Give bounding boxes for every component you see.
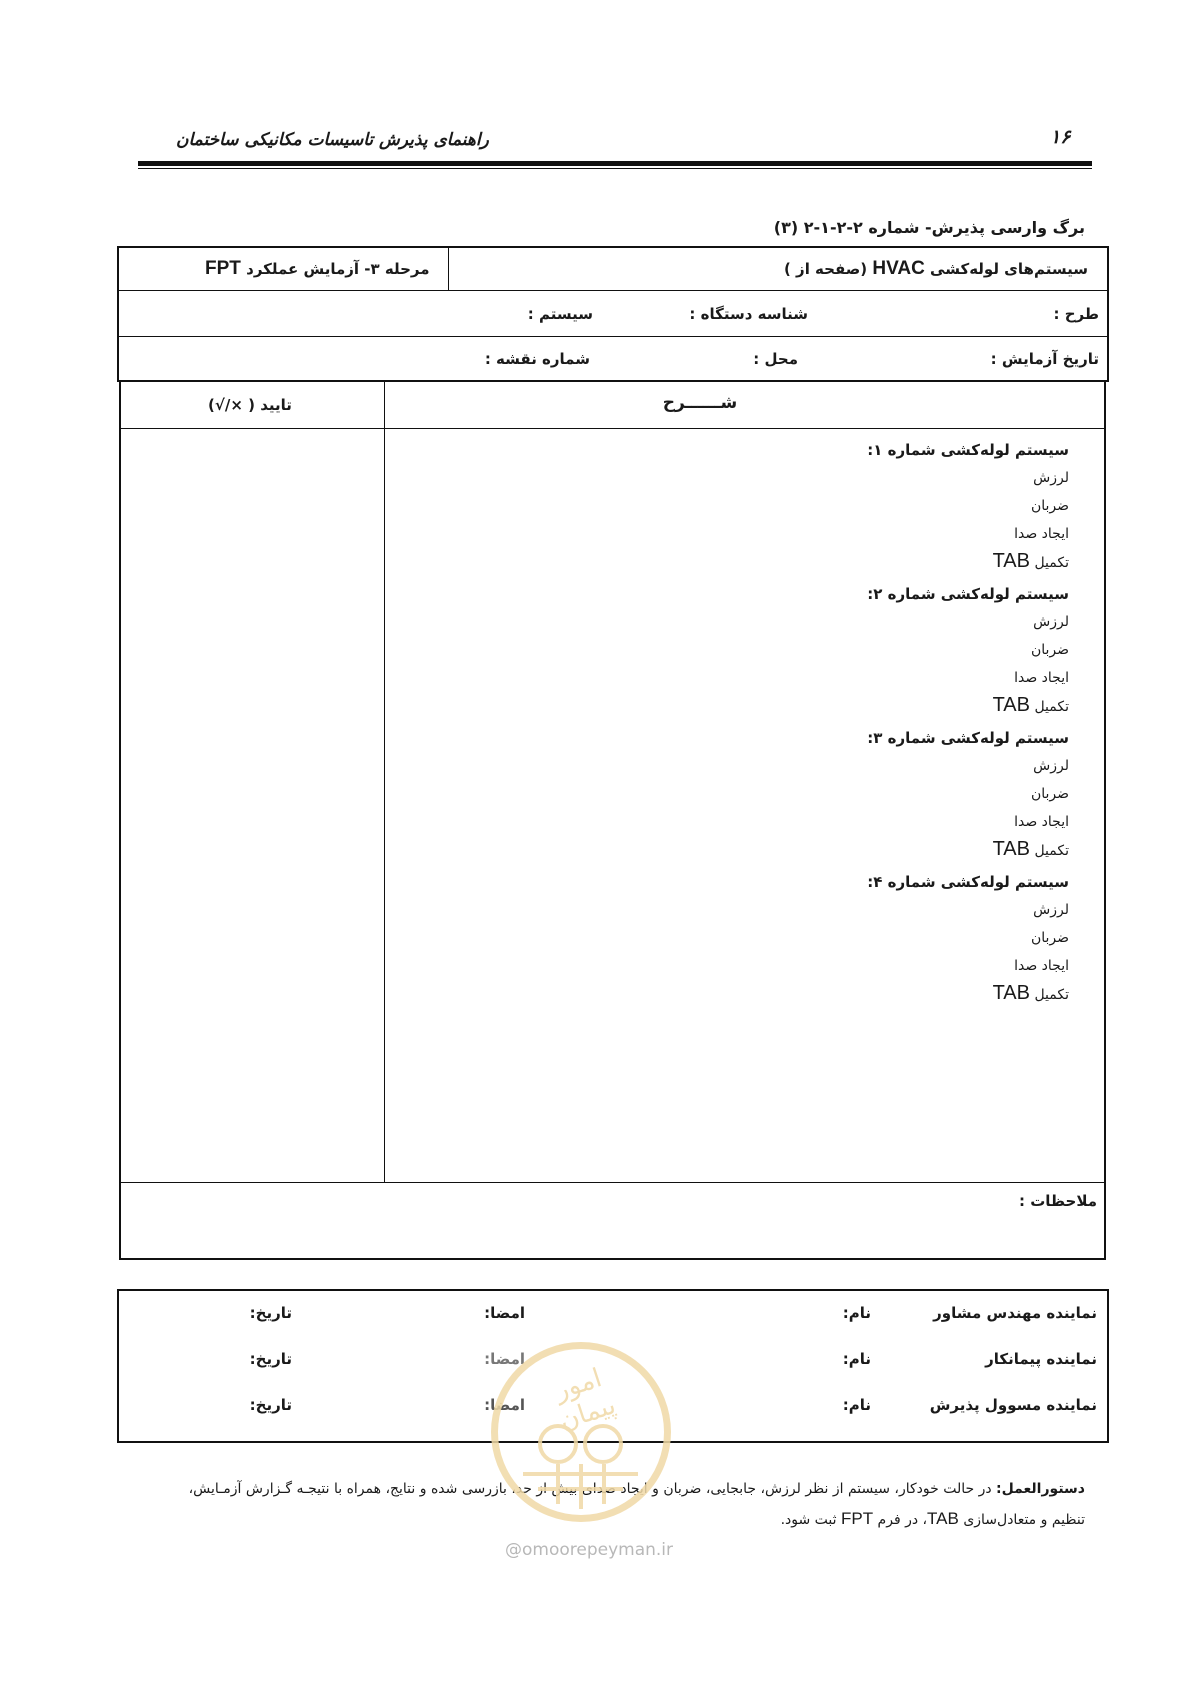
- consultant-sign-label: امضا:: [484, 1304, 525, 1322]
- system-1-vibration: لرزش: [1033, 470, 1069, 486]
- device-id-label: شناسه دستگاه :: [689, 305, 808, 323]
- checklist-table: [119, 381, 1106, 1260]
- acceptance-date-label: تاریخ:: [249, 1396, 292, 1414]
- page-number: ۱۶: [1050, 126, 1071, 148]
- header-rule: [138, 161, 1092, 166]
- system-3-noise: ایجاد صدا: [1014, 814, 1069, 830]
- table-divider: [119, 1182, 1106, 1183]
- watermark-logo: [491, 1342, 671, 1522]
- system-title: سیستم‌های لوله‌کشی HVAC (صفحه از ): [783, 258, 1088, 279]
- contractor-date-label: تاریخ:: [249, 1350, 292, 1368]
- table-divider: [119, 428, 1106, 429]
- stage-title: مرحله ۳- آزمایش عملکرد FPT: [205, 258, 430, 279]
- consultant-name-label: نام:: [842, 1304, 871, 1322]
- system-4-pulsation: ضربان: [1030, 930, 1069, 946]
- table-divider: [448, 246, 449, 290]
- system-3-vibration: لرزش: [1033, 758, 1069, 774]
- project-label: طرح :: [1053, 305, 1099, 323]
- system-2-title: سیستم لوله‌کشی شماره ۲:: [867, 585, 1069, 603]
- description-header: شــــــرح: [662, 393, 738, 413]
- book-title: راهنمای پذیرش تاسیسات مکانیکی ساختمان: [176, 130, 489, 150]
- consultant-date-label: تاریخ:: [249, 1304, 292, 1322]
- system-2-noise: ایجاد صدا: [1014, 670, 1069, 686]
- system-4-tab: تکمیل TAB: [992, 982, 1069, 1004]
- system-3-title: سیستم لوله‌کشی شماره ۳:: [867, 729, 1069, 747]
- system-2-tab: تکمیل TAB: [992, 694, 1069, 716]
- system-3-tab: تکمیل TAB: [992, 838, 1069, 860]
- instructions-line-2: تنظیم و متعادل‌سازی TAB، در فرم FPT ثبت شود.: [780, 1509, 1085, 1528]
- test-date-label: تاریخ آزمایش :: [990, 350, 1099, 368]
- consultant-role: نماینده مهندس مشاور: [933, 1304, 1097, 1322]
- acceptance-name-label: نام:: [842, 1396, 871, 1414]
- location-label: محل :: [753, 350, 798, 368]
- header-rule-thin: [138, 168, 1092, 169]
- system-4-noise: ایجاد صدا: [1014, 958, 1069, 974]
- instructions-line-1: دستورالعمل: در حالت خودکار، سیستم از نظر لرزش، جابجایی، ضربان و ایجاد صدای بیش از حد، بازرسی شده و نتایج، همراه با نتیجـه گـزارش آزمـایش،: [188, 1481, 1085, 1497]
- column-divider: [384, 381, 385, 1182]
- watermark-logo-text: امور پیمان: [551, 1363, 620, 1437]
- contractor-sign-label: امضا:: [484, 1350, 525, 1368]
- system-1-noise: ایجاد صدا: [1014, 526, 1069, 542]
- system-1-tab: تکمیل TAB: [992, 550, 1069, 572]
- watermark-site: @omoorepeyman.ir: [505, 1540, 674, 1560]
- system-1-title: سیستم لوله‌کشی شماره ۱:: [867, 441, 1069, 459]
- contractor-name-label: نام:: [842, 1350, 871, 1368]
- approval-header: تایید ( ×/√): [208, 396, 292, 414]
- acceptance-sign-label: امضا:: [484, 1396, 525, 1414]
- system-1-pulsation: ضربان: [1030, 498, 1069, 514]
- drawing-number-label: شماره نقشه :: [484, 350, 590, 368]
- system-3-pulsation: ضربان: [1030, 786, 1069, 802]
- system-4-title: سیستم لوله‌کشی شماره ۴:: [867, 873, 1069, 891]
- remarks-label: ملاحظات :: [1018, 1192, 1097, 1210]
- system-2-vibration: لرزش: [1033, 614, 1069, 630]
- table-divider: [117, 336, 1109, 337]
- system-label: سیستم :: [527, 305, 593, 323]
- contractor-role: نماینده پیمانکار: [985, 1350, 1097, 1368]
- acceptance-role: نماینده مسوول پذیرش: [929, 1396, 1097, 1414]
- system-4-vibration: لرزش: [1033, 902, 1069, 918]
- form-title: برگ وارسی پذیرش- شماره ۲-۲-۱-۲ (۳): [773, 218, 1085, 237]
- table-divider: [117, 290, 1109, 291]
- system-2-pulsation: ضربان: [1030, 642, 1069, 658]
